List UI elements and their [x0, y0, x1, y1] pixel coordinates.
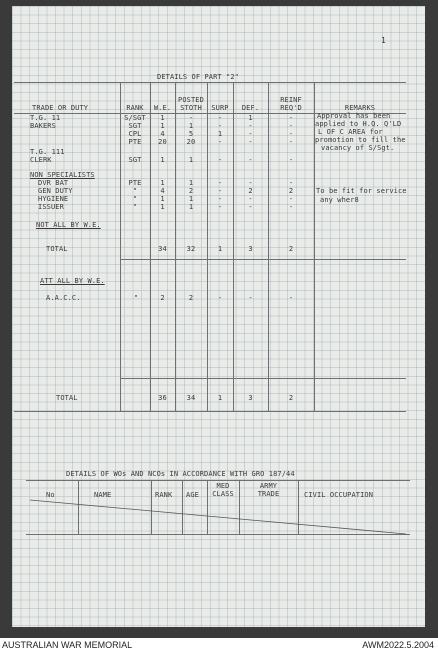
- table-total-rule-1: [120, 259, 406, 260]
- header-posted-2: STOTH: [180, 104, 202, 112]
- total-we: 34: [158, 245, 167, 253]
- row-reinf: -: [288, 179, 294, 187]
- section2-title: DETAILS OF WOs AND NCOs IN ACCORDANCE WITH GRO 187/44: [66, 470, 295, 478]
- total-label: TOTAL: [56, 394, 78, 402]
- row-rank: ": [132, 203, 138, 211]
- row-surp: -: [217, 187, 223, 195]
- not-all-label: NOT ALL BY W.E.: [36, 221, 101, 229]
- footer-bar: [0, 638, 438, 653]
- cancel-strike-line: [26, 496, 410, 536]
- row-posted: 1: [188, 195, 194, 203]
- row-surp: -: [217, 195, 223, 203]
- row-surp: 1: [217, 130, 223, 138]
- s2-header-army-1: ARMY: [259, 482, 278, 490]
- section2-top-rule: [26, 480, 410, 481]
- remark-line: Approval has been: [317, 112, 391, 120]
- col-sep-remarks: [314, 82, 315, 412]
- row-trade: ISSUER: [38, 203, 64, 211]
- total-reinf: 2: [288, 394, 294, 402]
- row-posted: 1: [188, 203, 194, 211]
- row-posted: -: [188, 114, 194, 122]
- header-rank: RANK: [126, 104, 144, 112]
- s2-header-name: NAME: [94, 491, 112, 499]
- total-label: TOTAL: [46, 245, 68, 253]
- header-def: DEF.: [241, 104, 260, 112]
- row-reinf: -: [288, 130, 294, 138]
- row-we: 4: [160, 187, 165, 195]
- row-surp: -: [217, 122, 223, 130]
- row-reinf: -: [288, 114, 294, 122]
- row-reinf: -: [288, 138, 294, 146]
- table-top-rule: [14, 82, 406, 83]
- remark-line: any wher8: [320, 196, 359, 204]
- row-we: 20: [158, 138, 167, 146]
- s2-header-med-1: MED: [216, 482, 230, 490]
- row-we: 1: [160, 179, 165, 187]
- total-def: 3: [248, 245, 253, 253]
- header-remarks: REMARKS: [344, 104, 376, 112]
- s2-header-age: AGE: [186, 491, 199, 499]
- att-all-label: ATT ALL BY W.E.: [40, 277, 105, 285]
- row-we: 1: [160, 114, 165, 122]
- s2-header-med-2: CLASS: [212, 490, 234, 498]
- row-def: -: [248, 294, 253, 302]
- row-reinf: -: [288, 195, 294, 203]
- table-total-rule-2: [120, 378, 406, 379]
- footer-id: AWM2022.5.2004: [362, 640, 434, 650]
- row-trade: T.G. 11: [30, 114, 61, 122]
- row-posted: 1: [188, 179, 194, 187]
- total-posted: 32: [186, 245, 196, 253]
- header-we: W.E.: [153, 104, 172, 112]
- row-posted: 2: [188, 294, 194, 302]
- row-rank: ": [132, 187, 138, 195]
- row-def: -: [248, 130, 253, 138]
- row-we: 1: [160, 203, 165, 211]
- row-surp: -: [217, 203, 223, 211]
- row-posted: 1: [188, 156, 194, 164]
- total-surp: 1: [217, 394, 223, 402]
- row-rank: ": [132, 195, 138, 203]
- total-posted: 34: [186, 394, 196, 402]
- header-surp: SURP: [211, 104, 229, 112]
- row-surp: -: [217, 156, 223, 164]
- remark-line: To be fit for service: [316, 187, 407, 195]
- row-reinf: -: [288, 203, 294, 211]
- row-def: -: [248, 203, 253, 211]
- row-trade: GEN DUTY: [38, 187, 73, 195]
- row-def: 1: [248, 114, 253, 122]
- row-we: 4: [160, 130, 165, 138]
- row-rank: ": [133, 294, 139, 302]
- header-reinf-1: REINF: [280, 96, 302, 104]
- s2-header-army-2: TRADE: [257, 490, 280, 498]
- row-rank: PTE: [128, 179, 142, 187]
- row-we: 2: [160, 294, 165, 302]
- header-reinf-2: REQ'D: [280, 104, 302, 112]
- header-posted-1: POSTED: [178, 96, 204, 104]
- table-bottom-rule: [14, 411, 406, 412]
- row-trade: NON SPECIALISTS: [30, 171, 95, 179]
- footer-source: AUSTRALIAN WAR MEMORIAL: [2, 640, 133, 650]
- row-reinf: -: [288, 294, 294, 302]
- row-def: -: [248, 195, 253, 203]
- page-number: 1: [381, 36, 386, 45]
- row-we: 1: [160, 122, 165, 130]
- total-we: 36: [158, 394, 167, 402]
- row-def: -: [248, 179, 253, 187]
- row-rank: SGT: [128, 122, 142, 130]
- row-trade: T.G. 111: [30, 148, 65, 156]
- row-trade: BAKERS: [30, 122, 56, 130]
- row-posted: 1: [188, 122, 194, 130]
- row-trade: HYGIENE: [38, 195, 69, 203]
- total-def: 3: [248, 394, 253, 402]
- row-we: 1: [160, 156, 165, 164]
- row-we: 1: [160, 195, 165, 203]
- row-reinf: -: [288, 156, 294, 164]
- remark-line: vacancy of S/Sgt.: [321, 144, 395, 152]
- row-rank: PTE: [128, 138, 142, 146]
- row-posted: 20: [186, 138, 196, 146]
- document-page: [12, 6, 425, 627]
- row-surp: -: [217, 138, 223, 146]
- remark-line: L OF C AREA for: [318, 128, 383, 136]
- remark-line: applied to H.Q. Q'LD: [315, 120, 402, 128]
- total-surp: 1: [217, 245, 223, 253]
- s2-header-no: No: [46, 491, 55, 499]
- s2-header-rank: RANK: [155, 491, 173, 499]
- row-trade: DVR BAT: [38, 179, 69, 187]
- remark-line: promotion to fill the: [315, 136, 406, 144]
- row-reinf: -: [288, 122, 294, 130]
- row-def: -: [248, 138, 253, 146]
- row-surp: -: [217, 114, 223, 122]
- row-surp: -: [217, 294, 223, 302]
- total-reinf: 2: [288, 245, 294, 253]
- row-def: -: [248, 122, 253, 130]
- row-rank: S/SGT: [124, 114, 146, 122]
- row-trade: A.A.C.C.: [46, 294, 81, 302]
- s2-header-civil: CIVIL OCCUPATION: [304, 491, 374, 499]
- header-trade: TRADE OR DUTY: [32, 104, 89, 112]
- row-reinf: 2: [288, 187, 294, 195]
- row-def: 2: [248, 187, 253, 195]
- row-surp: -: [217, 179, 223, 187]
- row-trade: CLERK: [30, 156, 52, 164]
- row-posted: 2: [188, 187, 194, 195]
- row-rank: CPL: [128, 130, 142, 138]
- row-def: -: [248, 156, 253, 164]
- row-rank: SGT: [128, 156, 142, 164]
- page-title: DETAILS OF PART "2": [157, 73, 239, 81]
- row-posted: 5: [188, 130, 194, 138]
